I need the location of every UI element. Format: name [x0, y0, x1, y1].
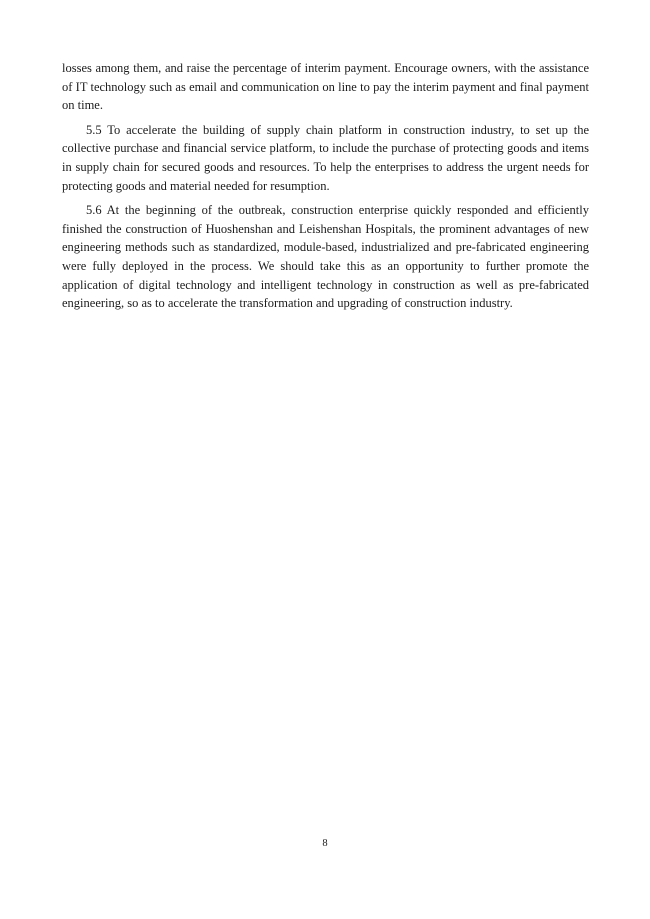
page-number: 8	[322, 838, 328, 849]
paragraph-5-6: 5.6 At the beginning of the outbreak, construction enterprise quickly responded and efficiently finished the construction of Huoshenshan and Leishenshan Hospitals, the prominent advantages of new engineering methods such as standardized, module-based, industrialized and pre-fabricated engineering were fully deployed in the process. We should take this as an opportunity to further promote the application of digital technology and intelligent technology in construction as well as pre-fabricated engineering, so as to accelerate the transformation and upgrading of construction industry.	[62, 203, 589, 311]
page-body-text	[62, 59, 589, 319]
paragraph-5-5: 5.5 To accelerate the building of supply chain platform in construction industry, to set up the collective purchase and financial service platform, to include the purchase of protecting goods and items in supply chain for secured goods and resources. To help the enterprises to address the urgent needs for protecting goods and material needed for resumption.	[62, 122, 589, 193]
paragraph-continuation: losses among them, and raise the percentage of interim payment. Encourage owners, with the assistance of IT technology such as email and communication on line to pay the interim payment and final payment on time.	[62, 61, 589, 113]
